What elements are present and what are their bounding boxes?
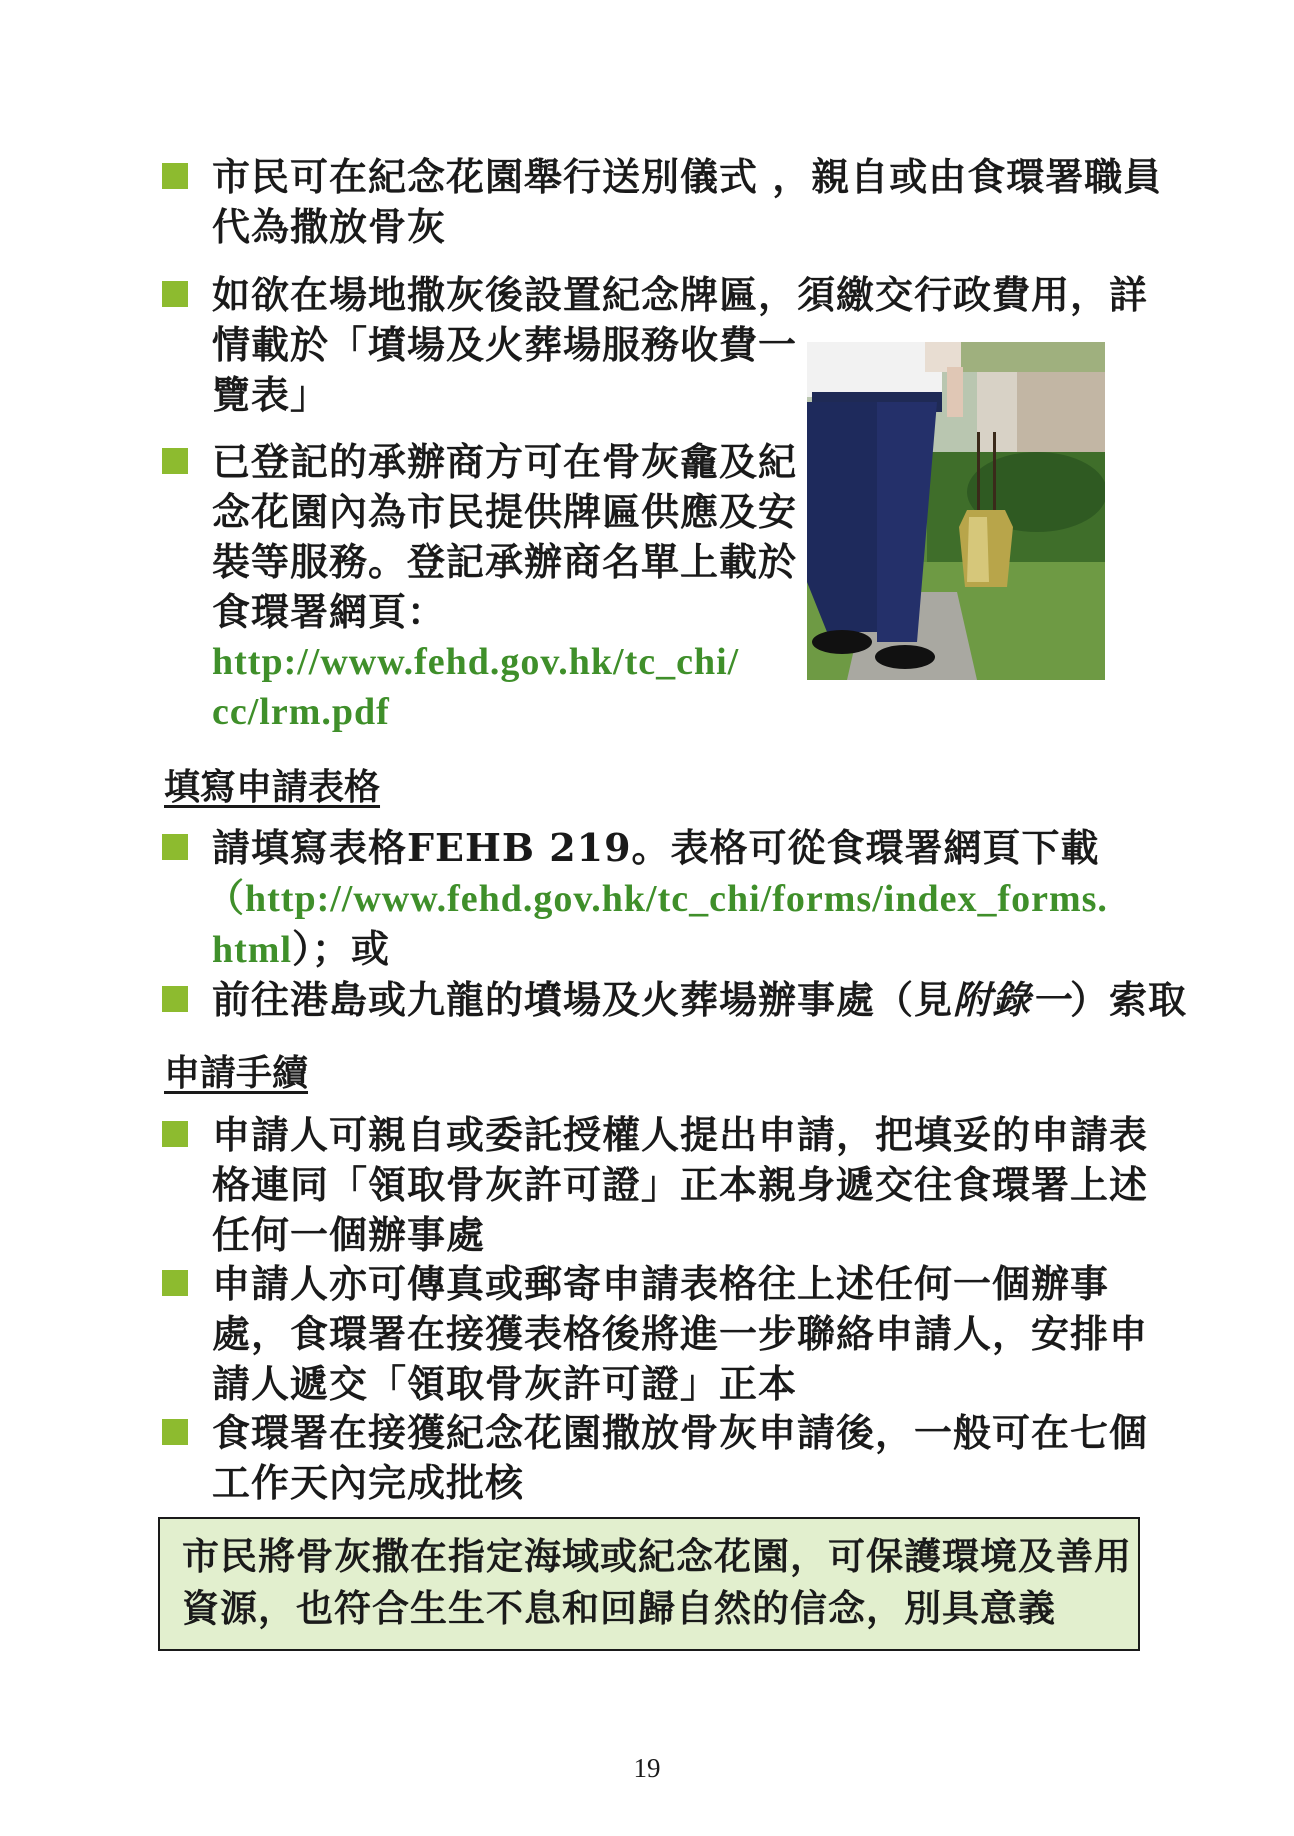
text-line: 請人遞交「領取骨灰許可證」正本 [212,1361,798,1406]
text-line [212,975,1187,1025]
text-line: 工作天內完成批核 [212,1460,525,1505]
text-line: 市民將骨灰撒在指定海域或紀念花園，可保護環境及善用 [182,1534,1132,1578]
square-bullet-icon [162,281,188,307]
square-bullet-icon [162,1121,188,1147]
list-item [162,823,1108,975]
text-line: 食環署在接獲紀念花園撒放骨灰申請後，一般可在七個 [212,1410,1149,1455]
page-number: 19 [633,1753,661,1783]
text-line [212,924,1108,975]
garden-photo [807,342,1105,680]
text-line: 裝等服務。登記承辦商名單上載於 [212,539,798,584]
square-bullet-icon [162,1419,188,1445]
square-bullet-icon [162,834,188,860]
lrm-link-continued[interactable]: cc/lrm.pdf [212,691,390,733]
callout-text [182,1530,1138,1634]
list-item [162,1408,1148,1508]
callout-box [158,1517,1140,1651]
paren-open: （ [206,878,246,920]
text-tail: ）；或 [292,926,391,971]
text-line: 請填寫表格FEHB 219。表格可從食環署網頁下載 [212,825,1100,870]
bullet-text [212,1259,1148,1409]
text-line: 申請人可親自或委託授權人提出申請，把填妥的申請表 [212,1112,1149,1157]
text-line: 處，食環署在接獲表格後將進一步聯絡申請人，安排申 [212,1311,1149,1356]
bullet-text [212,437,797,737]
square-bullet-icon [162,986,188,1012]
text-line: 任何一個辦事處 [212,1212,486,1257]
text-line: 念花園內為市民提供牌匾供應及安 [212,489,798,534]
forms-link[interactable]: http://www.fehd.gov.hk/tc_chi/forms/index_forms. [245,878,1108,920]
lrm-link[interactable]: http://www.fehd.gov.hk/tc_chi/ [212,641,740,683]
list-item [162,437,797,737]
square-bullet-icon [162,163,188,189]
text-line: 申請人亦可傳真或郵寄申請表格往上述任何一個辦事 [212,1261,1110,1306]
bullet-text [206,823,1108,975]
list-item [162,975,1187,1025]
forms-link-continued[interactable]: html [212,929,292,971]
square-bullet-icon [162,1270,188,1296]
bullet-text [212,1408,1148,1508]
square-bullet-icon [162,448,188,474]
text-part: ）索取 [1070,977,1188,1022]
text-line: 已登記的承辦商方可在骨灰龕及紀 [212,439,798,484]
text-line: 如欲在場地撒灰後設置紀念牌匾，須繳交行政費用，詳 [212,272,1149,317]
bullet-text [212,1110,1148,1260]
text-line: 格連同「領取骨灰許可證」正本親身遞交往食環署上述 [212,1162,1149,1207]
bullet-text [212,975,1187,1025]
text-line [206,873,1108,924]
bullet-text [212,152,1162,252]
appendix-reference: 附錄一 [953,977,1071,1022]
list-item [162,152,1162,252]
section-heading-procedure: 申請手續 [164,1052,309,1094]
text-part: 前往港島或九龍的墳場及火葬場辦事處（見 [212,977,954,1022]
text-line: 市民可在紀念花園舉行送別儀式 ，親自或由食環署職員 [212,154,1163,199]
section-heading-form: 填寫申請表格 [164,766,381,808]
text-line: 食環署網頁： [212,589,447,634]
text-line: 代為撒放骨灰 [212,204,447,249]
list-item [162,1259,1148,1409]
text-line: 情載於「墳場及火葬場服務收費一 [212,322,798,367]
text-line: 覽表」 [212,372,330,417]
text-line: 資源，也符合生生不息和回歸自然的信念，別具意義 [182,1586,1056,1630]
list-item [162,1110,1148,1260]
